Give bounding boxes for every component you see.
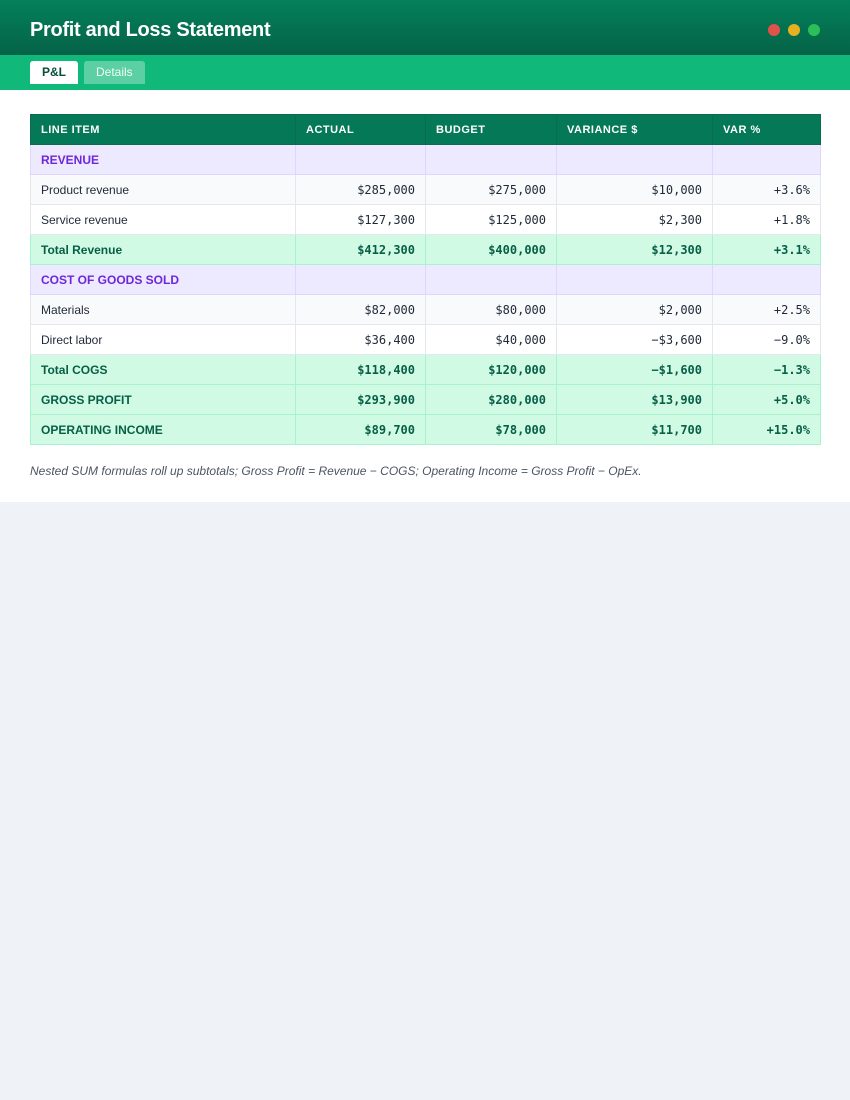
- total-row-revenue: [31, 235, 821, 265]
- cell-var-pct[interactable]: [713, 265, 821, 295]
- cell-line-item[interactable]: Total COGS: [31, 355, 296, 385]
- pl-table: [30, 114, 821, 445]
- section-row-cogs: [31, 265, 821, 295]
- table-row: [31, 295, 821, 325]
- cell-variance[interactable]: −$3,600: [557, 325, 713, 355]
- cell-variance[interactable]: $10,000: [557, 175, 713, 205]
- total-row-cogs: [31, 355, 821, 385]
- cell-actual[interactable]: [296, 265, 426, 295]
- total-row-operating-income: [31, 415, 821, 445]
- cell-budget[interactable]: [426, 265, 557, 295]
- cell-var-pct[interactable]: +3.6%: [713, 175, 821, 205]
- table-header-row: [31, 115, 821, 145]
- cell-budget[interactable]: $125,000: [426, 205, 557, 235]
- cell-actual[interactable]: $89,700: [296, 415, 426, 445]
- cell-var-pct[interactable]: +1.8%: [713, 205, 821, 235]
- cell-budget[interactable]: $78,000: [426, 415, 557, 445]
- cell-line-item[interactable]: COST OF GOODS SOLD: [31, 265, 296, 295]
- maximize-dot[interactable]: [808, 24, 820, 36]
- cell-line-item[interactable]: Product revenue: [31, 175, 296, 205]
- tab-pl[interactable]: P&L: [30, 61, 78, 84]
- cell-budget[interactable]: $120,000: [426, 355, 557, 385]
- cell-variance[interactable]: $2,300: [557, 205, 713, 235]
- header-line-item[interactable]: LINE ITEM: [31, 115, 296, 145]
- cell-actual[interactable]: $82,000: [296, 295, 426, 325]
- cell-var-pct[interactable]: +3.1%: [713, 235, 821, 265]
- cell-actual[interactable]: $118,400: [296, 355, 426, 385]
- table-row: [31, 205, 821, 235]
- cell-line-item[interactable]: OPERATING INCOME: [31, 415, 296, 445]
- cell-variance[interactable]: $11,700: [557, 415, 713, 445]
- table-row: [31, 175, 821, 205]
- cell-budget[interactable]: $280,000: [426, 385, 557, 415]
- cell-line-item[interactable]: GROSS PROFIT: [31, 385, 296, 415]
- cell-line-item[interactable]: Total Revenue: [31, 235, 296, 265]
- cell-var-pct[interactable]: +2.5%: [713, 295, 821, 325]
- footnote: Nested SUM formulas roll up subtotals; Gross Profit = Revenue − COGS; Operating Income = Gross Profit − OpEx.: [30, 464, 642, 478]
- close-dot[interactable]: [768, 24, 780, 36]
- window-controls: [768, 24, 820, 36]
- header-actual[interactable]: ACTUAL: [296, 115, 426, 145]
- cell-actual[interactable]: $285,000: [296, 175, 426, 205]
- cell-actual[interactable]: $412,300: [296, 235, 426, 265]
- cell-actual[interactable]: $293,900: [296, 385, 426, 415]
- cell-variance[interactable]: $2,000: [557, 295, 713, 325]
- cell-var-pct[interactable]: +5.0%: [713, 385, 821, 415]
- table-row: [31, 325, 821, 355]
- cell-budget[interactable]: $400,000: [426, 235, 557, 265]
- cell-actual[interactable]: $127,300: [296, 205, 426, 235]
- cell-var-pct[interactable]: [713, 145, 821, 175]
- cell-variance[interactable]: [557, 145, 713, 175]
- cell-variance[interactable]: $13,900: [557, 385, 713, 415]
- main-content: [0, 90, 850, 502]
- cell-line-item[interactable]: Direct labor: [31, 325, 296, 355]
- cell-variance[interactable]: −$1,600: [557, 355, 713, 385]
- cell-actual[interactable]: [296, 145, 426, 175]
- cell-var-pct[interactable]: −1.3%: [713, 355, 821, 385]
- cell-line-item[interactable]: REVENUE: [31, 145, 296, 175]
- cell-budget[interactable]: $275,000: [426, 175, 557, 205]
- cell-var-pct[interactable]: −9.0%: [713, 325, 821, 355]
- header-budget[interactable]: BUDGET: [426, 115, 557, 145]
- section-row-revenue: [31, 145, 821, 175]
- tab-bar: [0, 55, 850, 90]
- app-window: [0, 0, 850, 502]
- header-var-pct[interactable]: VAR %: [713, 115, 821, 145]
- window-title: Profit and Loss Statement: [30, 19, 271, 41]
- cell-var-pct[interactable]: +15.0%: [713, 415, 821, 445]
- cell-budget[interactable]: $40,000: [426, 325, 557, 355]
- title-bar: [0, 0, 850, 55]
- cell-budget[interactable]: [426, 145, 557, 175]
- tab-details[interactable]: Details: [84, 61, 145, 84]
- cell-line-item[interactable]: Service revenue: [31, 205, 296, 235]
- cell-actual[interactable]: $36,400: [296, 325, 426, 355]
- cell-variance[interactable]: $12,300: [557, 235, 713, 265]
- cell-budget[interactable]: $80,000: [426, 295, 557, 325]
- minimize-dot[interactable]: [788, 24, 800, 36]
- cell-line-item[interactable]: Materials: [31, 295, 296, 325]
- header-variance[interactable]: VARIANCE $: [557, 115, 713, 145]
- total-row-gross-profit: [31, 385, 821, 415]
- cell-variance[interactable]: [557, 265, 713, 295]
